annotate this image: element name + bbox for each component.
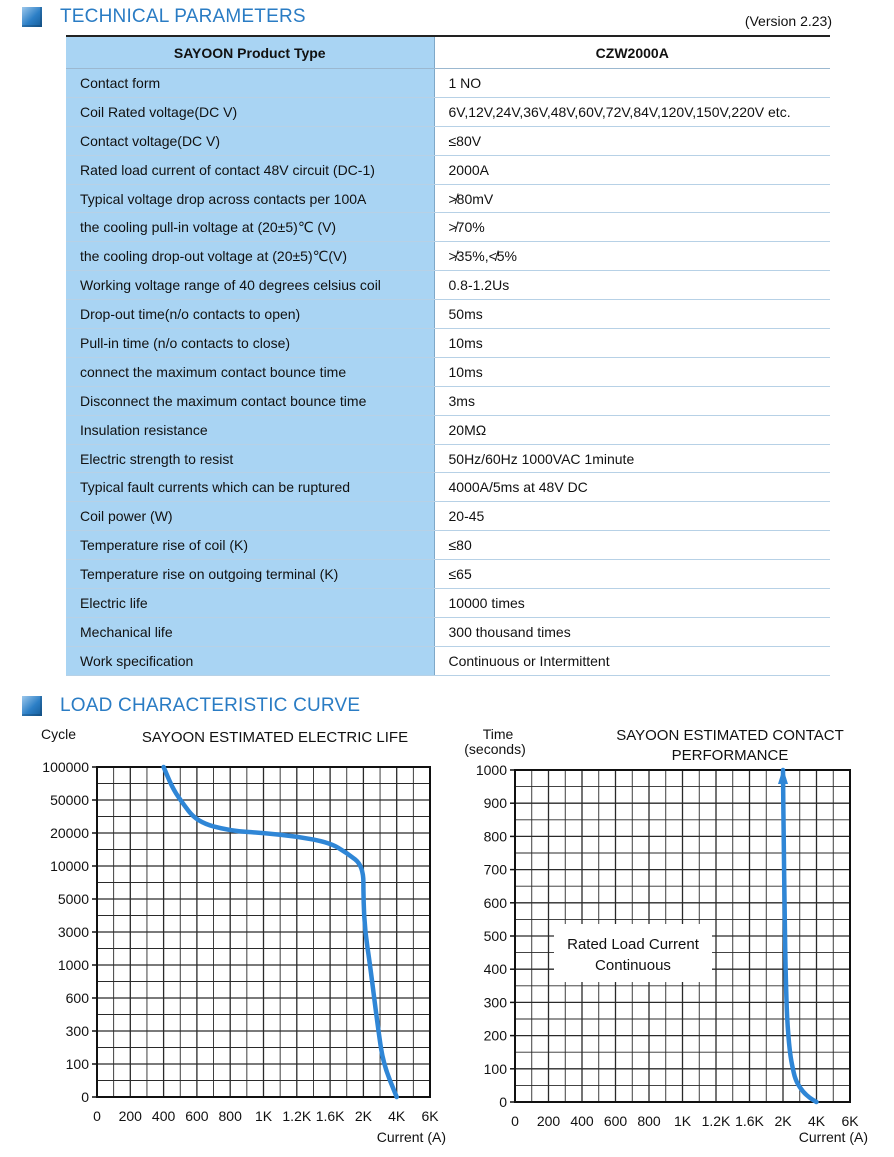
x-tick-label: 600 bbox=[185, 1108, 209, 1124]
section-header-load-curve bbox=[22, 694, 360, 718]
parameter-name: Insulation resistance bbox=[66, 415, 434, 444]
parameter-value: 3ms bbox=[434, 386, 830, 415]
x-tick-label: 800 bbox=[637, 1113, 661, 1129]
parameter-name: Temperature rise on outgoing terminal (K) bbox=[66, 560, 434, 589]
y-tick-label: 300 bbox=[484, 994, 508, 1010]
x-tick-label: 1K bbox=[674, 1113, 692, 1129]
parameter-name: Temperature rise of coil (K) bbox=[66, 531, 434, 560]
y-tick-label: 800 bbox=[484, 828, 508, 844]
contact-performance-chart-svg bbox=[450, 722, 894, 1152]
parameter-value: 2000A bbox=[434, 155, 830, 184]
y-axis-title: Cycle bbox=[41, 726, 76, 742]
parameter-value: ≯35%,≮5% bbox=[434, 242, 830, 271]
y-tick-label: 20000 bbox=[50, 825, 89, 841]
x-tick-label: 400 bbox=[570, 1113, 594, 1129]
section-title: TECHNICAL PARAMETERS bbox=[60, 6, 306, 28]
table-row bbox=[66, 646, 830, 675]
parameter-value: 0.8-1.2Us bbox=[434, 271, 830, 300]
contact-performance-chart bbox=[450, 722, 894, 1152]
column-header-product-type: SAYOON Product Type bbox=[66, 36, 434, 69]
y-tick-label: 1000 bbox=[58, 957, 89, 973]
column-header-model: CZW2000A bbox=[434, 36, 830, 69]
parameter-name: connect the maximum contact bounce time bbox=[66, 357, 434, 386]
y-axis-title: (seconds) bbox=[464, 741, 525, 757]
y-tick-label: 100 bbox=[484, 1061, 508, 1077]
table-row bbox=[66, 444, 830, 473]
table-row bbox=[66, 386, 830, 415]
x-axis-title: Current (A) bbox=[377, 1129, 446, 1145]
y-tick-label: 1000 bbox=[476, 762, 507, 778]
parameter-name: Rated load current of contact 48V circuit (DC-1) bbox=[66, 155, 434, 184]
x-tick-label: 400 bbox=[152, 1108, 176, 1124]
x-tick-label: 1.2K bbox=[702, 1113, 731, 1129]
section-square-icon bbox=[22, 696, 42, 716]
parameter-name: Mechanical life bbox=[66, 617, 434, 646]
x-tick-label: 1K bbox=[255, 1108, 273, 1124]
spec-table bbox=[66, 35, 830, 676]
x-tick-label: 4K bbox=[808, 1113, 826, 1129]
parameter-value: 50Hz/60Hz 1000VAC 1minute bbox=[434, 444, 830, 473]
parameter-name: the cooling pull-in voltage at (20±5)℃ (V) bbox=[66, 213, 434, 242]
x-tick-label: 2K bbox=[774, 1113, 792, 1129]
y-tick-label: 3000 bbox=[58, 924, 89, 940]
x-tick-label: 1.6K bbox=[735, 1113, 764, 1129]
y-tick-label: 0 bbox=[81, 1089, 89, 1105]
x-tick-label: 4K bbox=[388, 1108, 406, 1124]
spec-table-header-row bbox=[66, 36, 830, 69]
parameter-value: 300 thousand times bbox=[434, 617, 830, 646]
parameter-name: Coil power (W) bbox=[66, 502, 434, 531]
x-tick-label: 0 bbox=[93, 1108, 101, 1124]
parameter-value: 20-45 bbox=[434, 502, 830, 531]
table-row bbox=[66, 589, 830, 618]
parameter-value: 10ms bbox=[434, 357, 830, 386]
parameter-value: 4000A/5ms at 48V DC bbox=[434, 473, 830, 502]
parameter-name: Electric life bbox=[66, 589, 434, 618]
parameter-name: Electric strength to resist bbox=[66, 444, 434, 473]
table-row bbox=[66, 242, 830, 271]
parameter-value: ≯70% bbox=[434, 213, 830, 242]
table-row bbox=[66, 184, 830, 213]
chart-title: SAYOON ESTIMATED ELECTRIC LIFE bbox=[142, 729, 408, 746]
table-row bbox=[66, 69, 830, 98]
y-tick-label: 100000 bbox=[42, 759, 89, 775]
x-tick-label: 1.6K bbox=[316, 1108, 345, 1124]
y-axis-title: Time bbox=[483, 726, 514, 742]
y-tick-label: 200 bbox=[484, 1028, 508, 1044]
parameter-value: ≤80 bbox=[434, 531, 830, 560]
parameter-name: the cooling drop-out voltage at (20±5)℃(V) bbox=[66, 242, 434, 271]
parameter-name: Working voltage range of 40 degrees celsius coil bbox=[66, 271, 434, 300]
chart-title: SAYOON ESTIMATED CONTACT bbox=[616, 727, 844, 744]
y-tick-label: 100 bbox=[66, 1056, 90, 1072]
table-row bbox=[66, 329, 830, 358]
y-tick-label: 50000 bbox=[50, 792, 89, 808]
x-tick-label: 6K bbox=[841, 1113, 859, 1129]
parameter-value: 1 NO bbox=[434, 69, 830, 98]
parameter-value: ≤65 bbox=[434, 560, 830, 589]
parameter-name: Work specification bbox=[66, 646, 434, 675]
table-row bbox=[66, 473, 830, 502]
y-tick-label: 900 bbox=[484, 795, 508, 811]
parameter-value: Continuous or Intermittent bbox=[434, 646, 830, 675]
parameter-value: 6V,12V,24V,36V,48V,60V,72V,84V,120V,150V,220V etc. bbox=[434, 97, 830, 126]
parameter-name: Disconnect the maximum contact bounce time bbox=[66, 386, 434, 415]
x-axis-title: Current (A) bbox=[799, 1129, 868, 1145]
parameter-name: Drop-out time(n/o contacts to open) bbox=[66, 300, 434, 329]
section-title: LOAD CHARACTERISTIC CURVE bbox=[60, 695, 360, 717]
y-tick-label: 400 bbox=[484, 961, 508, 977]
electric-life-chart bbox=[0, 722, 450, 1152]
chart-title: PERFORMANCE bbox=[672, 747, 789, 764]
table-row bbox=[66, 126, 830, 155]
parameter-name: Coil Rated voltage(DC V) bbox=[66, 97, 434, 126]
parameter-value: 20MΩ bbox=[434, 415, 830, 444]
y-tick-label: 10000 bbox=[50, 858, 89, 874]
parameter-name: Pull-in time (n/o contacts to close) bbox=[66, 329, 434, 358]
table-row bbox=[66, 502, 830, 531]
annotation-line-2: Continuous bbox=[595, 957, 671, 974]
y-tick-label: 0 bbox=[499, 1094, 507, 1110]
parameter-name: Typical voltage drop across contacts per 100A bbox=[66, 184, 434, 213]
table-row bbox=[66, 271, 830, 300]
electric-life-chart-svg bbox=[0, 722, 450, 1152]
annotation-line-1: Rated Load Current bbox=[567, 936, 700, 953]
parameter-value: ≯80mV bbox=[434, 184, 830, 213]
parameter-value: 10000 times bbox=[434, 589, 830, 618]
version-label: (Version 2.23) bbox=[745, 13, 832, 29]
parameter-name: Typical fault currents which can be ruptured bbox=[66, 473, 434, 502]
table-row bbox=[66, 560, 830, 589]
parameter-name: Contact voltage(DC V) bbox=[66, 126, 434, 155]
x-tick-label: 1.2K bbox=[282, 1108, 311, 1124]
table-row bbox=[66, 357, 830, 386]
table-row bbox=[66, 415, 830, 444]
parameter-value: 10ms bbox=[434, 329, 830, 358]
y-tick-label: 5000 bbox=[58, 891, 89, 907]
y-tick-label: 600 bbox=[484, 895, 508, 911]
y-tick-label: 500 bbox=[484, 928, 508, 944]
table-row bbox=[66, 213, 830, 242]
x-tick-label: 800 bbox=[219, 1108, 243, 1124]
x-tick-label: 200 bbox=[537, 1113, 561, 1129]
table-row bbox=[66, 300, 830, 329]
table-row bbox=[66, 531, 830, 560]
table-row bbox=[66, 97, 830, 126]
x-tick-label: 0 bbox=[511, 1113, 519, 1129]
table-row bbox=[66, 617, 830, 646]
x-tick-label: 6K bbox=[421, 1108, 439, 1124]
parameter-name: Contact form bbox=[66, 69, 434, 98]
parameter-value: ≤80V bbox=[434, 126, 830, 155]
x-tick-label: 600 bbox=[604, 1113, 628, 1129]
x-tick-label: 200 bbox=[119, 1108, 143, 1124]
section-header-technical bbox=[22, 5, 306, 29]
table-row bbox=[66, 155, 830, 184]
y-tick-label: 600 bbox=[66, 990, 90, 1006]
parameter-value: 50ms bbox=[434, 300, 830, 329]
y-tick-label: 700 bbox=[484, 862, 508, 878]
section-square-icon bbox=[22, 7, 42, 27]
x-tick-label: 2K bbox=[355, 1108, 373, 1124]
y-tick-label: 300 bbox=[66, 1023, 90, 1039]
